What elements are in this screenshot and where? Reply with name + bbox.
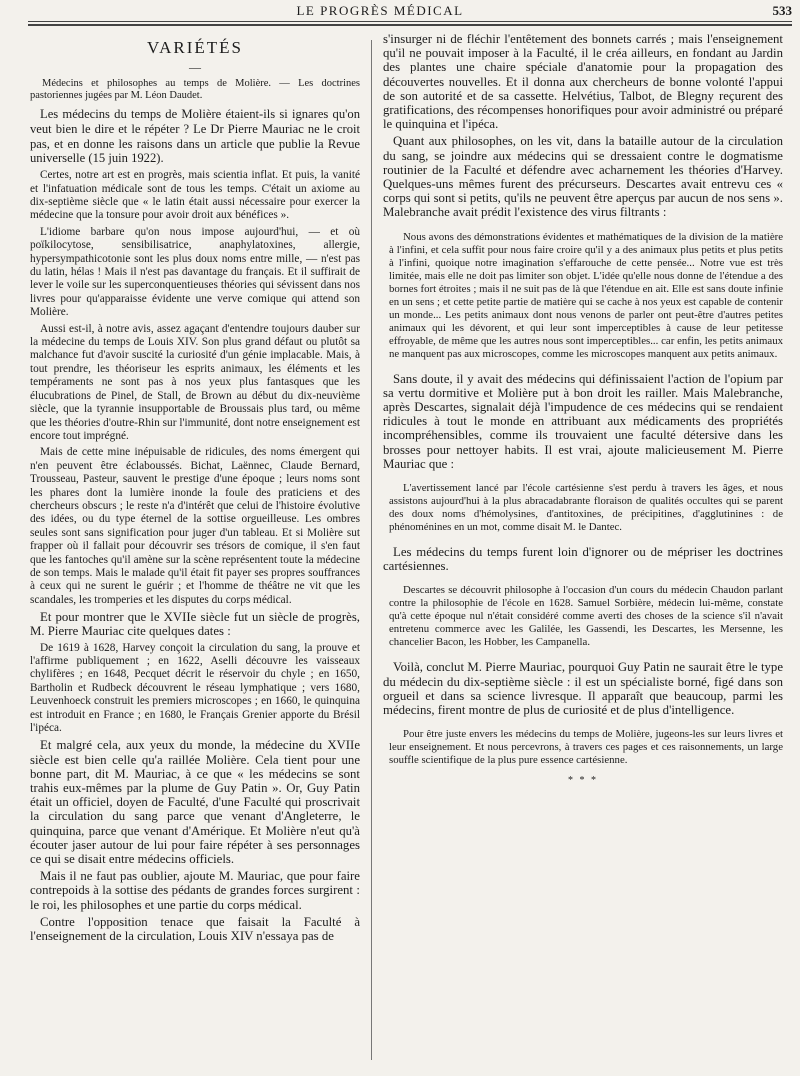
- right-column: [383, 32, 783, 786]
- header-rule-thick: [28, 24, 792, 26]
- article-subtitle: Médecins et philosophes au temps de Molière. — Les doctrines pastoriennes jugées par M. Léon Daudet.: [30, 78, 360, 101]
- paragraph: Voilà, conclut M. Pierre Mauriac, pourquoi Guy Patin ne saurait être le type du médecin du dix-septième siècle : il est un spécialiste borné, figé dans son orgueil et dans sa science livresque. Il apparaît que beaucoup, parmi les médecins, firent montre de plus de curiosité et de plus d'intelligence.: [383, 660, 783, 718]
- paragraph: De 1619 à 1628, Harvey conçoit la circulation du sang, la prouve et l'affirme publiquement ; en 1622, Aselli découvre les vaisseaux chylifères ; en 1648, Pecquet décrit le réservoir du chyle ; en 1650, Bartholin et Rudbeck découvrent le réseau lymphatique ; vers 1680, Leuvenhoeck construit les premiers microscopes ; en 1660, le quinquina est introduit en France ; en 1680, le Français Grenier apporte du Brésil l'ipéca.: [30, 641, 360, 735]
- paragraph: Les médecins du temps furent loin d'ignorer ou de mépriser les doctrines cartésiennes.: [383, 545, 783, 574]
- quotation: Pour être juste envers les médecins du temps de Molière, jugeons-les sur leurs livres et leur enseignement. Et nous percevrons, à travers ces pages et ces raisonnements, un large souffle scientifique de la plus pure essence cartésienne.: [389, 728, 783, 767]
- paragraph: Aussi est-il, à notre avis, assez agaçant d'entendre toujours dauber sur la médecine du temps de Louis XIV. Son plus grand défaut ou plutôt sa malchance fut d'avoir suscité la curiosité d'un génie implacable. Mais, à tout prendre, les théoriseur les esprits animaux, les éléments et les tempéraments ne sont pas à nos yeux plus fantasques que les élucubrations de Pinel, de Stall, de Brown au début du dix-neuvième siècle, que la tyrannie insupportable de Broussais plus tard, ou même que les théories d'outre-Rhin sur l'immunité, dont notre enseignement est encore tout imprégné.: [30, 322, 360, 442]
- page-number: 533: [772, 3, 792, 18]
- paragraph: s'insurger ni de fléchir l'entêtement des bonnets carrés ; mais l'enseignement qu'il ne pouvait imposer à la Faculté, il le créa ailleurs, en fondant au Jardin des plantes une chaire spéciale d'anatomie pour la propagation des découvertes nouvelles. Et il donna aux chercheurs de bonne volonté l'appui de son autorité et de sa cassette. Helvétius, Talbot, de Blegny reçurent des gratifications, des récompenses honorifiques pour avoir administré ou préparé le quinquina et l'ipéca.: [383, 32, 783, 132]
- section-ornament: * * *: [568, 775, 598, 787]
- paragraph: Les médecins du temps de Molière étaient-ils si ignares qu'on veut bien le dire et le répéter ? Le Dr Pierre Mauriac ne le croit pas, et en donne les raisons dans un article que publie la Revue universelle (15 juin 1922).: [30, 107, 360, 166]
- quotation: Descartes se découvrit philosophe à l'occasion d'un cours du médecin Chaudon parlant contre la philosophie de l'école en 1628. Samuel Sorbière, médecin lui-même, constate qu'à cette époque nul n'était considéré comme averti des choses de la science s'il n'avait entretenu commerce avec les Galilée, les Gassendi, les Descartes, les Mersenne, les chancelier Bacon, les Hobber, les Campanella.: [389, 584, 783, 649]
- paragraph: Mais de cette mine inépuisable de ridicules, des noms émergent qui n'en peuvent être éclaboussés. Bichat, Laënnec, Claude Bernard, Trousseau, Pasteur, sauvent le prestige d'une époque ; leurs noms sont les phares dont la lumière inonde la foule des praticiens et des chercheurs obscurs ; le reste n'a d'intérêt que celui de l'histoire évolutive des idées, ou du type éternel de la sottise orgueilleuse. Les ombres seules sont sans signification pour juger d'un tableau. Et si Molière sut frapper où il fallait pour découvrir ses trésors de comique, il s'en faut que les fantoches qu'il amène sur la scène représentent toute la médecine de son temps. Mais le malade qu'il était fit payer ses propres souffrances à ceux qui ne surent le guérir ; et l'homme de théâtre ne vit que les scandales, les tromperies et les disputes du corps médical.: [30, 446, 360, 606]
- paragraph: Mais il ne faut pas oublier, ajoute M. Mauriac, que pour faire contrepoids à la sottise des pédants de grandes forces surgirent : le roi, les philosophes et une partie du corps médical.: [30, 869, 360, 912]
- paragraph: Et malgré cela, aux yeux du monde, la médecine du XVIIe siècle est bien celle qu'a raillée Molière. Cela tient pour une bonne part, dit M. Mauriac, à ce que « les médecins se sont trahis eux-mêmes par la plume de Guy Patin ». Or, Guy Patin était un officiel, doyen de Faculté, d'une Faculté qui proscrivait la circulation du sang parce que venant d'Angleterre, le quinquina, parce que venant d'Amérique. Et Molière n'eut qu'à écouter jaser autour de lui pour faire répéter à ses personnages ce qui se disait entre médecins officiels.: [30, 738, 360, 867]
- running-header: [0, 0, 800, 22]
- paragraph: Contre l'opposition tenace que faisait la Faculté à l'enseignement de la circulation, Louis XIV n'essaya pas de: [30, 914, 360, 944]
- title-separator: —: [189, 60, 201, 74]
- left-column: [30, 32, 360, 946]
- paragraph: Quant aux philosophes, on les vit, dans la bataille autour de la circulation du sang, se joindre aux médecins qui se dressaient contre le dogmatisme routinier de la Faculté et défendre avec acharnement les théories d'Harvey. Quelques-uns mêmes furent des précurseurs. Descartes avait entrevu ces « corps qui sont si petits, qu'ils ne peuvent être aperçus par aucun de nos sens ». Malebranche avait prédit l'existence des virus filtrants :: [383, 134, 783, 220]
- paragraph: Certes, notre art est en progrès, mais scientia inflat. Et puis, la vanité et l'infatuation médicale sont de tous les temps. C'était un axiome au dix-septième siècle que « le latin était aussi nécessaire pour exercer la médecine que la tonsure pour avoir droit aux bénéfices ».: [30, 169, 360, 222]
- column-divider: [371, 40, 372, 1060]
- section-title: VARIÉTÉS: [147, 38, 243, 57]
- paragraph: Sans doute, il y avait des médecins qui définissaient l'action de l'opium par sa vertu dormitive et Molière put à bon droit les railler. Mais Malebranche, après Descartes, signalait déjà l'impudence de ces médecins qui se rendaient ridicules à tout le monde en attribuant aux médicaments des propriétés incompréhensibles, comme ils trouvaient une faculté détersive dans les brosses pour nettoyer habits. Il est vrai, ajoute malicieusement M. Pierre Mauriac que :: [383, 371, 783, 471]
- quotation: Nous avons des démonstrations évidentes et mathématiques de la division de la matière à l'infini, et cela suffit pour nous faire croire qu'il y a des animaux plus petits et plus petits à l'infini, quoique notre imagination s'effarouche de cette pensée... Notre vue est très limitée, mais elle ne doit pas limiter son objet. L'idée qu'elle nous donne de l'étendue a des bornes fort étroites ; mais il ne suit pas de là que l'étendue en ait. Elle est sans doute infinie en un sens ; et cette petite partie de matière qui se cache à nos yeux est capable de contenir un monde... Les petits animaux dont nous venons de parler ont peut-être d'autres petites animaux qui les dévorent, et qui leur sont imperceptibles à cause de leur petitesse effroyable, de même que les autres nous sont imperceptibles... car enfin, les petits animaux ne manquent pas aux microscopes, comme les microscopes manquent aux petits animaux.: [389, 230, 783, 360]
- quotation: L'avertissement lancé par l'école cartésienne s'est perdu à travers les âges, et nous assistons aujourd'hui à la plus abracadabrante floraison de qualités occultes qui se parent des doux noms d'hémolysines, d'antitoxines, de précipitines, d'agglutinines : de phénoménines en un mot, comme disait M. le Dantec.: [389, 482, 783, 534]
- header-rule: [28, 21, 792, 22]
- paragraph: L'idiome barbare qu'on nous impose aujourd'hui, — et où poïkilocytose, sensibilisatrice, anaphylatoxines, allergie, hypersympathicotonie sont les plus doux noms entre mille, — n'est pas du latin, hélas ! Mais il n'est pas davantage du français. Et il suffirait de lever le voile sur les superconquentieuses théories qui sévissent dans nos livres pour qu'apparaisse évidente une verve comique qui attend son Molière.: [30, 225, 360, 319]
- paragraph: Et pour montrer que le XVIIe siècle fut un siècle de progrès, M. Pierre Mauriac cite quelques dates :: [30, 610, 360, 639]
- journal-title: LE PROGRÈS MÉDICAL: [296, 3, 464, 18]
